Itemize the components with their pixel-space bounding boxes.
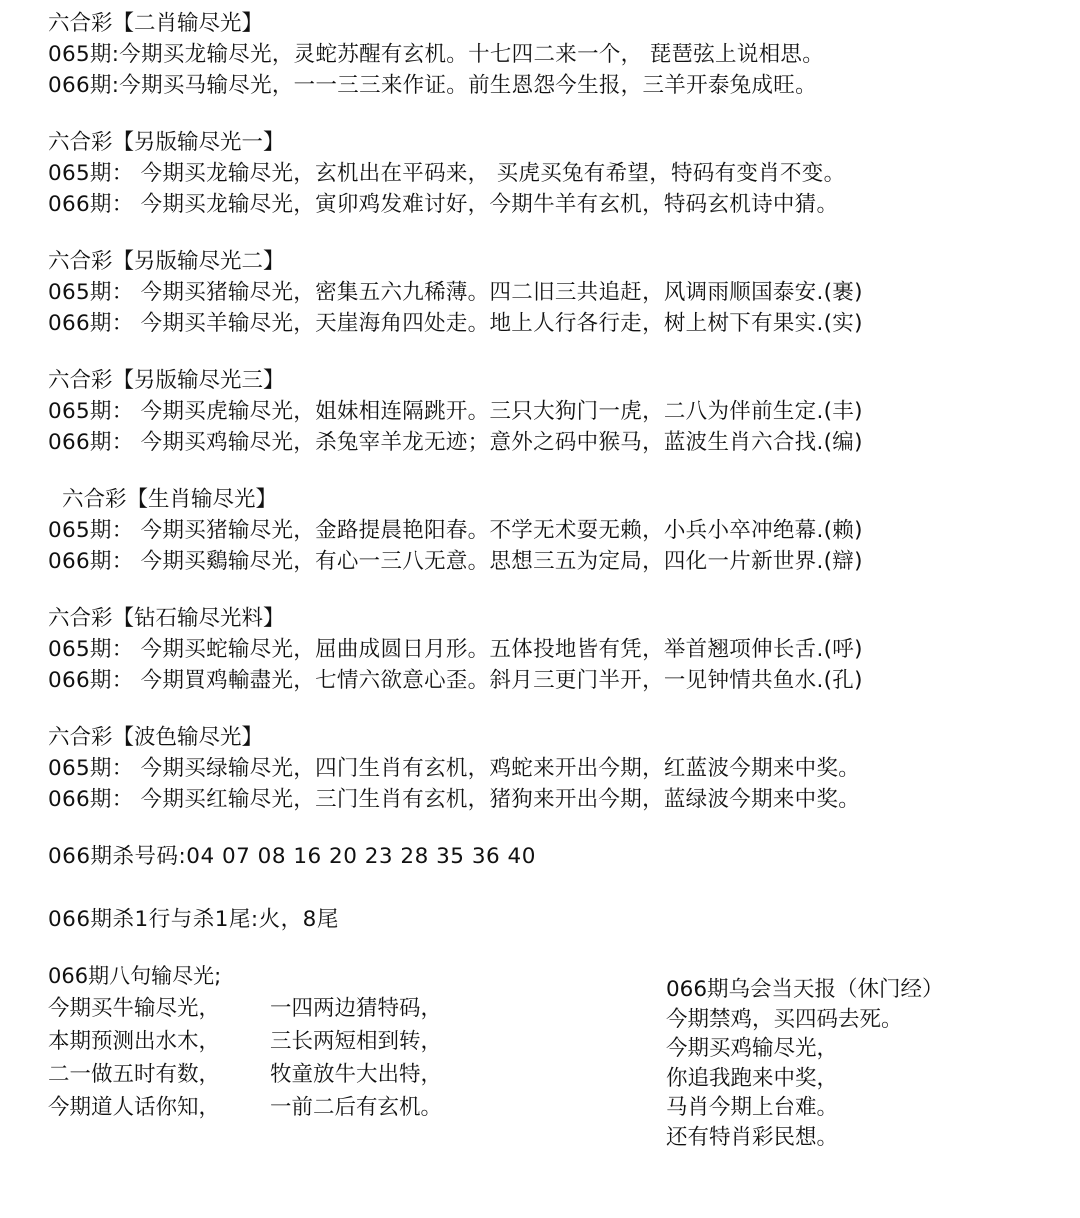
section-alt-three — [48, 365, 1072, 458]
issue-line-065: 065期： 今期买蛇输尽光，屈曲成圆日月形。五体投地皆有凭，举首翘项伸长舌.(呼) — [48, 637, 863, 662]
verse-row — [48, 1058, 608, 1091]
kill-numbers: 066期杀号码:04 07 08 16 20 23 28 35 36 40 — [48, 844, 536, 869]
section-two-zodiac — [48, 8, 1072, 101]
verse-left: 今期买牛输尽光， — [48, 996, 221, 1021]
verse-row — [48, 992, 608, 1025]
eight-verses — [48, 961, 608, 1124]
right-poem — [666, 975, 1080, 1152]
verse-right: 三长两短相到转， — [270, 1029, 443, 1054]
kill-element-tail: 066期杀1行与杀1尾:火，8尾 — [48, 907, 339, 932]
eight-verses-title: 066期八句输尽光; — [48, 964, 222, 988]
section-wave-color — [48, 722, 1072, 815]
issue-line-066: 066期： 今期买鷄输尽光，有心一三八无意。思想三五为定局，四化一片新世界.(辯) — [48, 549, 863, 574]
issue-line-066: 066期： 今期买龙输尽光，寅卯鸡发难讨好，今期牛羊有玄机，特码玄机诗中猜。 — [48, 192, 839, 217]
right-poem-line: 今期买鸡输尽光， — [666, 1036, 839, 1061]
section-heading: 六合彩【另版输尽光三】 — [48, 368, 285, 393]
verse-left: 二一做五时有数， — [48, 1062, 221, 1087]
verse-left: 今期道人话你知， — [48, 1095, 221, 1120]
issue-line-066: 066期： 今期买羊输尽光，天崖海角四处走。地上人行各行走，树上树下有果实.(实) — [48, 311, 863, 336]
section-heading: 六合彩【另版输尽光二】 — [48, 249, 285, 274]
issue-line-065: 065期： 今期买龙输尽光，玄机出在平码来， 买虎买兔有希望，特码有变肖不变。 — [48, 161, 846, 186]
document — [48, 8, 1072, 1161]
right-poem-line: 你追我跑来中奖， — [666, 1065, 839, 1091]
bottom-area — [48, 961, 1072, 1161]
issue-line-065: 065期： 今期买绿输尽光，四门生肖有玄机，鸡蛇来开出今期，红蓝波今期来中奖。 — [48, 756, 861, 781]
issue-line-065: 065期： 今期买虎输尽光，姐妹相连隔跳开。三只大狗门一虎，二八为伴前生定.(丰) — [48, 399, 863, 424]
issue-line-065: 065期： 今期买猪输尽光，金路提晨艳阳春。不学无术耍无赖，小兵小卒冲绝幕.(赖) — [48, 518, 863, 543]
issue-line-066: 066期:今期买马输尽光，一一三三来作证。前生恩怨今生报，三羊开泰兔成旺。 — [48, 73, 817, 98]
section-heading: 六合彩【生肖输尽光】 — [62, 487, 278, 512]
section-heading: 六合彩【钻石输尽光料】 — [48, 606, 285, 631]
issue-line-065: 065期： 今期买猪输尽光，密集五六九稀薄。四二旧三共追赶，风调雨顺国泰安.(裹) — [48, 280, 863, 305]
section-alt-two — [48, 246, 1072, 339]
section-heading: 六合彩【二肖输尽光】 — [48, 11, 264, 36]
verse-row — [48, 1025, 608, 1058]
verse-row — [48, 1091, 608, 1124]
section-diamond — [48, 603, 1072, 696]
issue-line-065: 065期:今期买龙输尽光，灵蛇苏醒有玄机。十七四二来一个， 琵琶弦上说相思。 — [48, 42, 825, 67]
issue-line-066: 066期： 今期买鸡输尽光，杀兔宰羊龙无迹；意外之码中猴马，蓝波生肖六合找.(编) — [48, 430, 863, 455]
section-heading: 六合彩【波色输尽光】 — [48, 725, 264, 750]
section-zodiac — [48, 484, 1072, 577]
verse-right: 牧童放牛大出特， — [270, 1062, 443, 1087]
verse-right: 一四两边猜特码， — [270, 996, 443, 1021]
section-heading: 六合彩【另版输尽光一】 — [48, 130, 285, 155]
right-poem-line: 还有特肖彩民想。 — [666, 1124, 839, 1150]
verse-right: 一前二后有玄机。 — [270, 1095, 443, 1120]
verse-left: 本期预测出水木， — [48, 1029, 221, 1054]
right-poem-title: 066期乌会当天报（休门经） — [666, 977, 944, 1002]
right-poem-line: 今期禁鸡，买四码去死。 — [666, 1006, 903, 1032]
section-alt-one — [48, 127, 1072, 220]
issue-line-066: 066期： 今期买红输尽光，三门生肖有玄机，猪狗来开出今期，蓝绿波今期来中奖。 — [48, 787, 861, 812]
issue-line-066: 066期： 今期買鸡輸盡光，七情六欲意心歪。斜月三更门半开，一见钟情共鱼水.(孔) — [48, 668, 863, 693]
right-poem-line: 马肖今期上台难。 — [666, 1095, 839, 1120]
